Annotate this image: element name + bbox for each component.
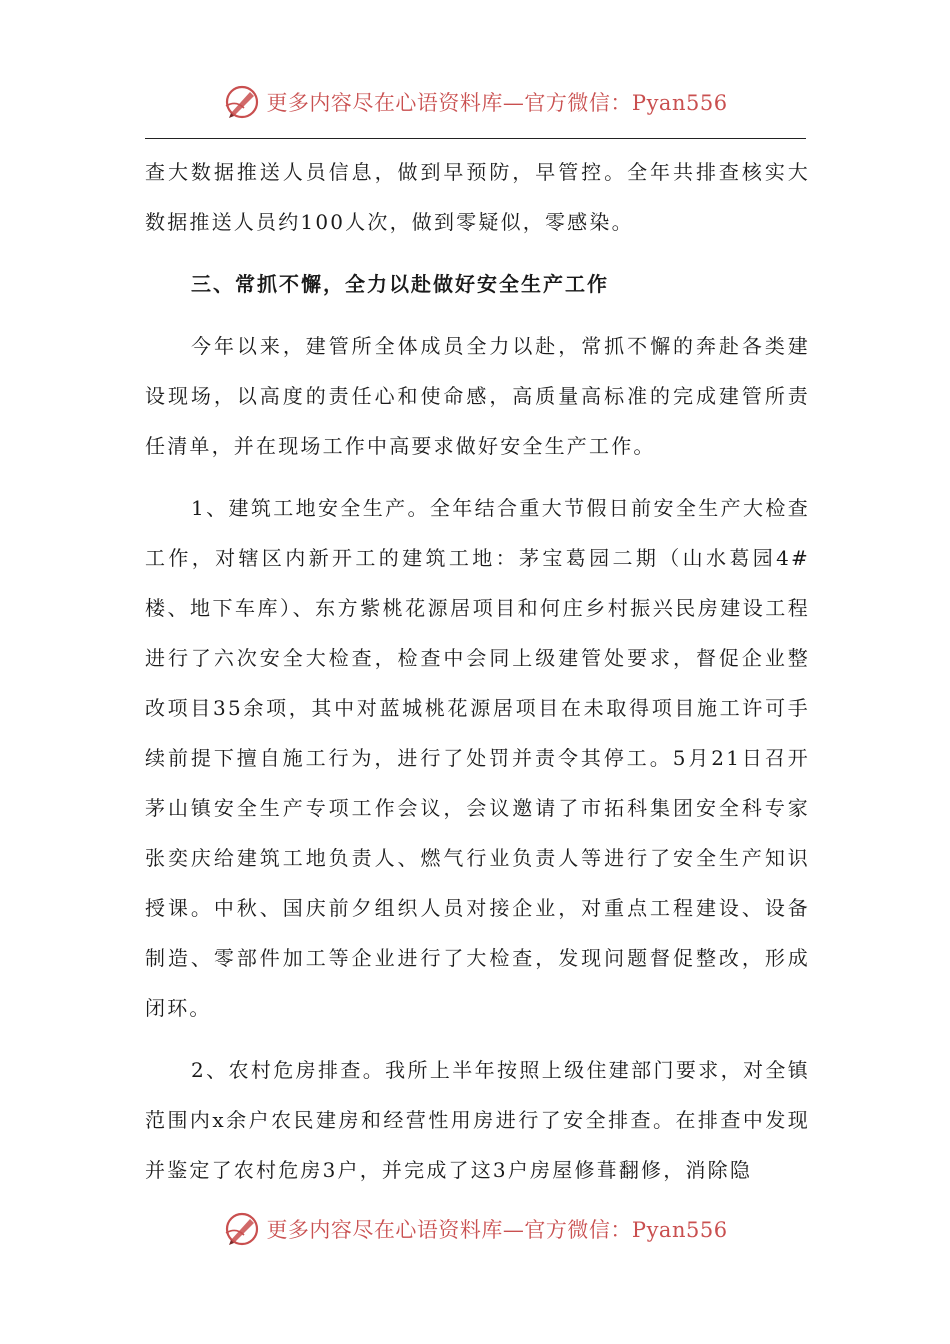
- document-body: [145, 147, 810, 1195]
- pen-logo-icon: [222, 82, 262, 122]
- header-divider: [145, 138, 806, 139]
- section-heading: 三、常抓不懈，全力以赴做好安全生产工作: [191, 272, 609, 296]
- pen-logo-icon: [222, 1209, 262, 1249]
- footer-banner: [0, 1207, 950, 1251]
- footer-banner-text: 更多内容尽在心语资料库—官方微信：Pyan556: [266, 1218, 728, 1242]
- paragraph-continuation: 查大数据推送人员信息，做到早预防，早管控。全年共排查核实大数据推送人员约100人次，做到零疑似，零感染。: [145, 160, 810, 234]
- header-banner: [0, 80, 950, 124]
- paragraph-item-2: 2、农村危房排查。我所上半年按照上级住建部门要求，对全镇范围内x余户农民建房和经营性用房进行了安全排查。在排查中发现并鉴定了农村危房3户，并完成了这3户房屋修葺翻修，消除隐: [145, 1058, 810, 1182]
- header-banner-text: 更多内容尽在心语资料库—官方微信：Pyan556: [266, 91, 728, 115]
- paragraph-item-1: 1、建筑工地安全生产。全年结合重大节假日前安全生产大检查工作，对辖区内新开工的建筑工地：茅宝葛园二期（山水葛园4#楼、地下车库）、东方紫桃花源居项目和何庄乡村振兴民房建设工程进行了六次安全大检查，检查中会同上级建管处要求，督促企业整改项目35余项，其中对蓝城桃花源居项目在未取得项目施工许可手续前提下擅自施工行为，进行了处罚并责令其停工。5月21日召开茅山镇安全生产专项工作会议，会议邀请了市拓科集团安全科专家张奕庆给建筑工地负责人、燃气行业负责人等进行了安全生产知识授课。中秋、国庆前夕组织人员对接企业，对重点工程建设、设备制造、零部件加工等企业进行了大检查，发现问题督促整改，形成闭环。: [145, 496, 810, 1020]
- paragraph-intro: 今年以来，建管所全体成员全力以赴，常抓不懈的奔赴各类建设现场，以高度的责任心和使命感，高质量高标准的完成建管所责任清单，并在现场工作中高要求做好安全生产工作。: [145, 334, 810, 458]
